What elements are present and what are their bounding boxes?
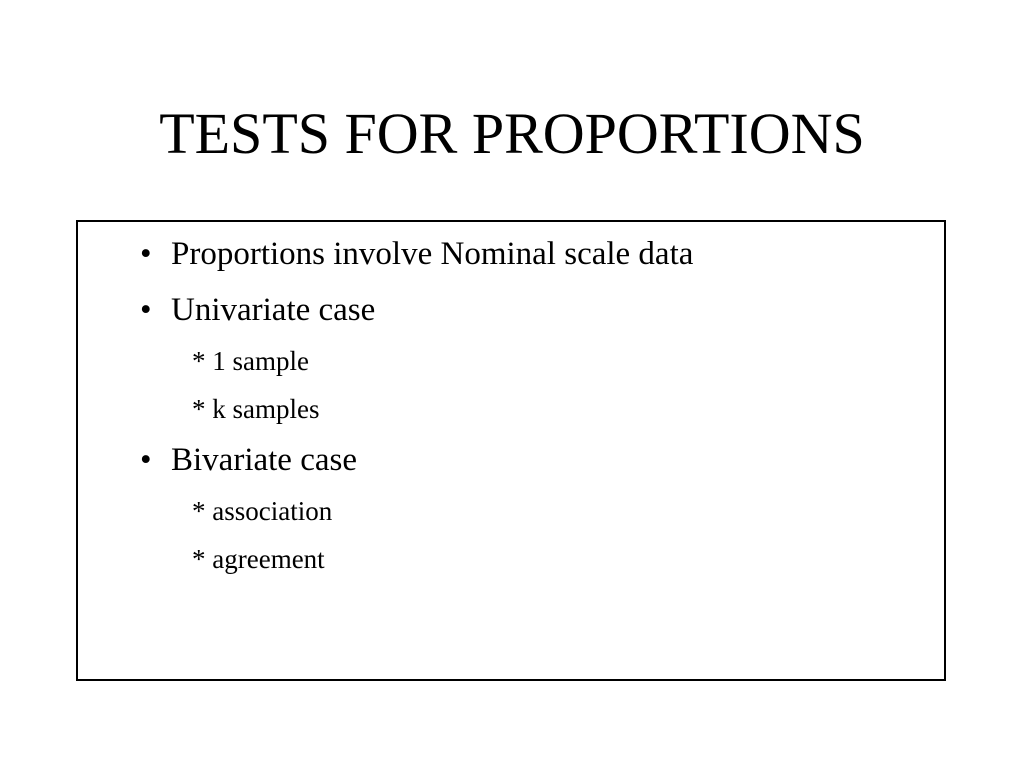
sub-item-1-sample: * 1 sample bbox=[192, 346, 309, 376]
content-box bbox=[76, 220, 946, 681]
slide-title: TESTS FOR PROPORTIONS bbox=[159, 101, 865, 166]
sub-item-association: * association bbox=[192, 496, 333, 526]
bullet-icon: • bbox=[140, 442, 152, 478]
bullet-text: Univariate case bbox=[171, 292, 376, 328]
bullet-text: Proportions involve Nominal scale data bbox=[171, 236, 694, 272]
bullet-item-proportions bbox=[140, 234, 694, 274]
bullet-icon: • bbox=[140, 292, 152, 328]
bullet-text: Bivariate case bbox=[171, 442, 357, 478]
sub-item-k-samples: * k samples bbox=[192, 394, 320, 424]
bullet-icon: • bbox=[140, 236, 152, 272]
bullet-list bbox=[140, 234, 694, 590]
bullet-item-bivariate bbox=[140, 440, 357, 480]
sub-item-agreement: * agreement bbox=[192, 544, 325, 574]
bullet-item-univariate bbox=[140, 290, 376, 330]
